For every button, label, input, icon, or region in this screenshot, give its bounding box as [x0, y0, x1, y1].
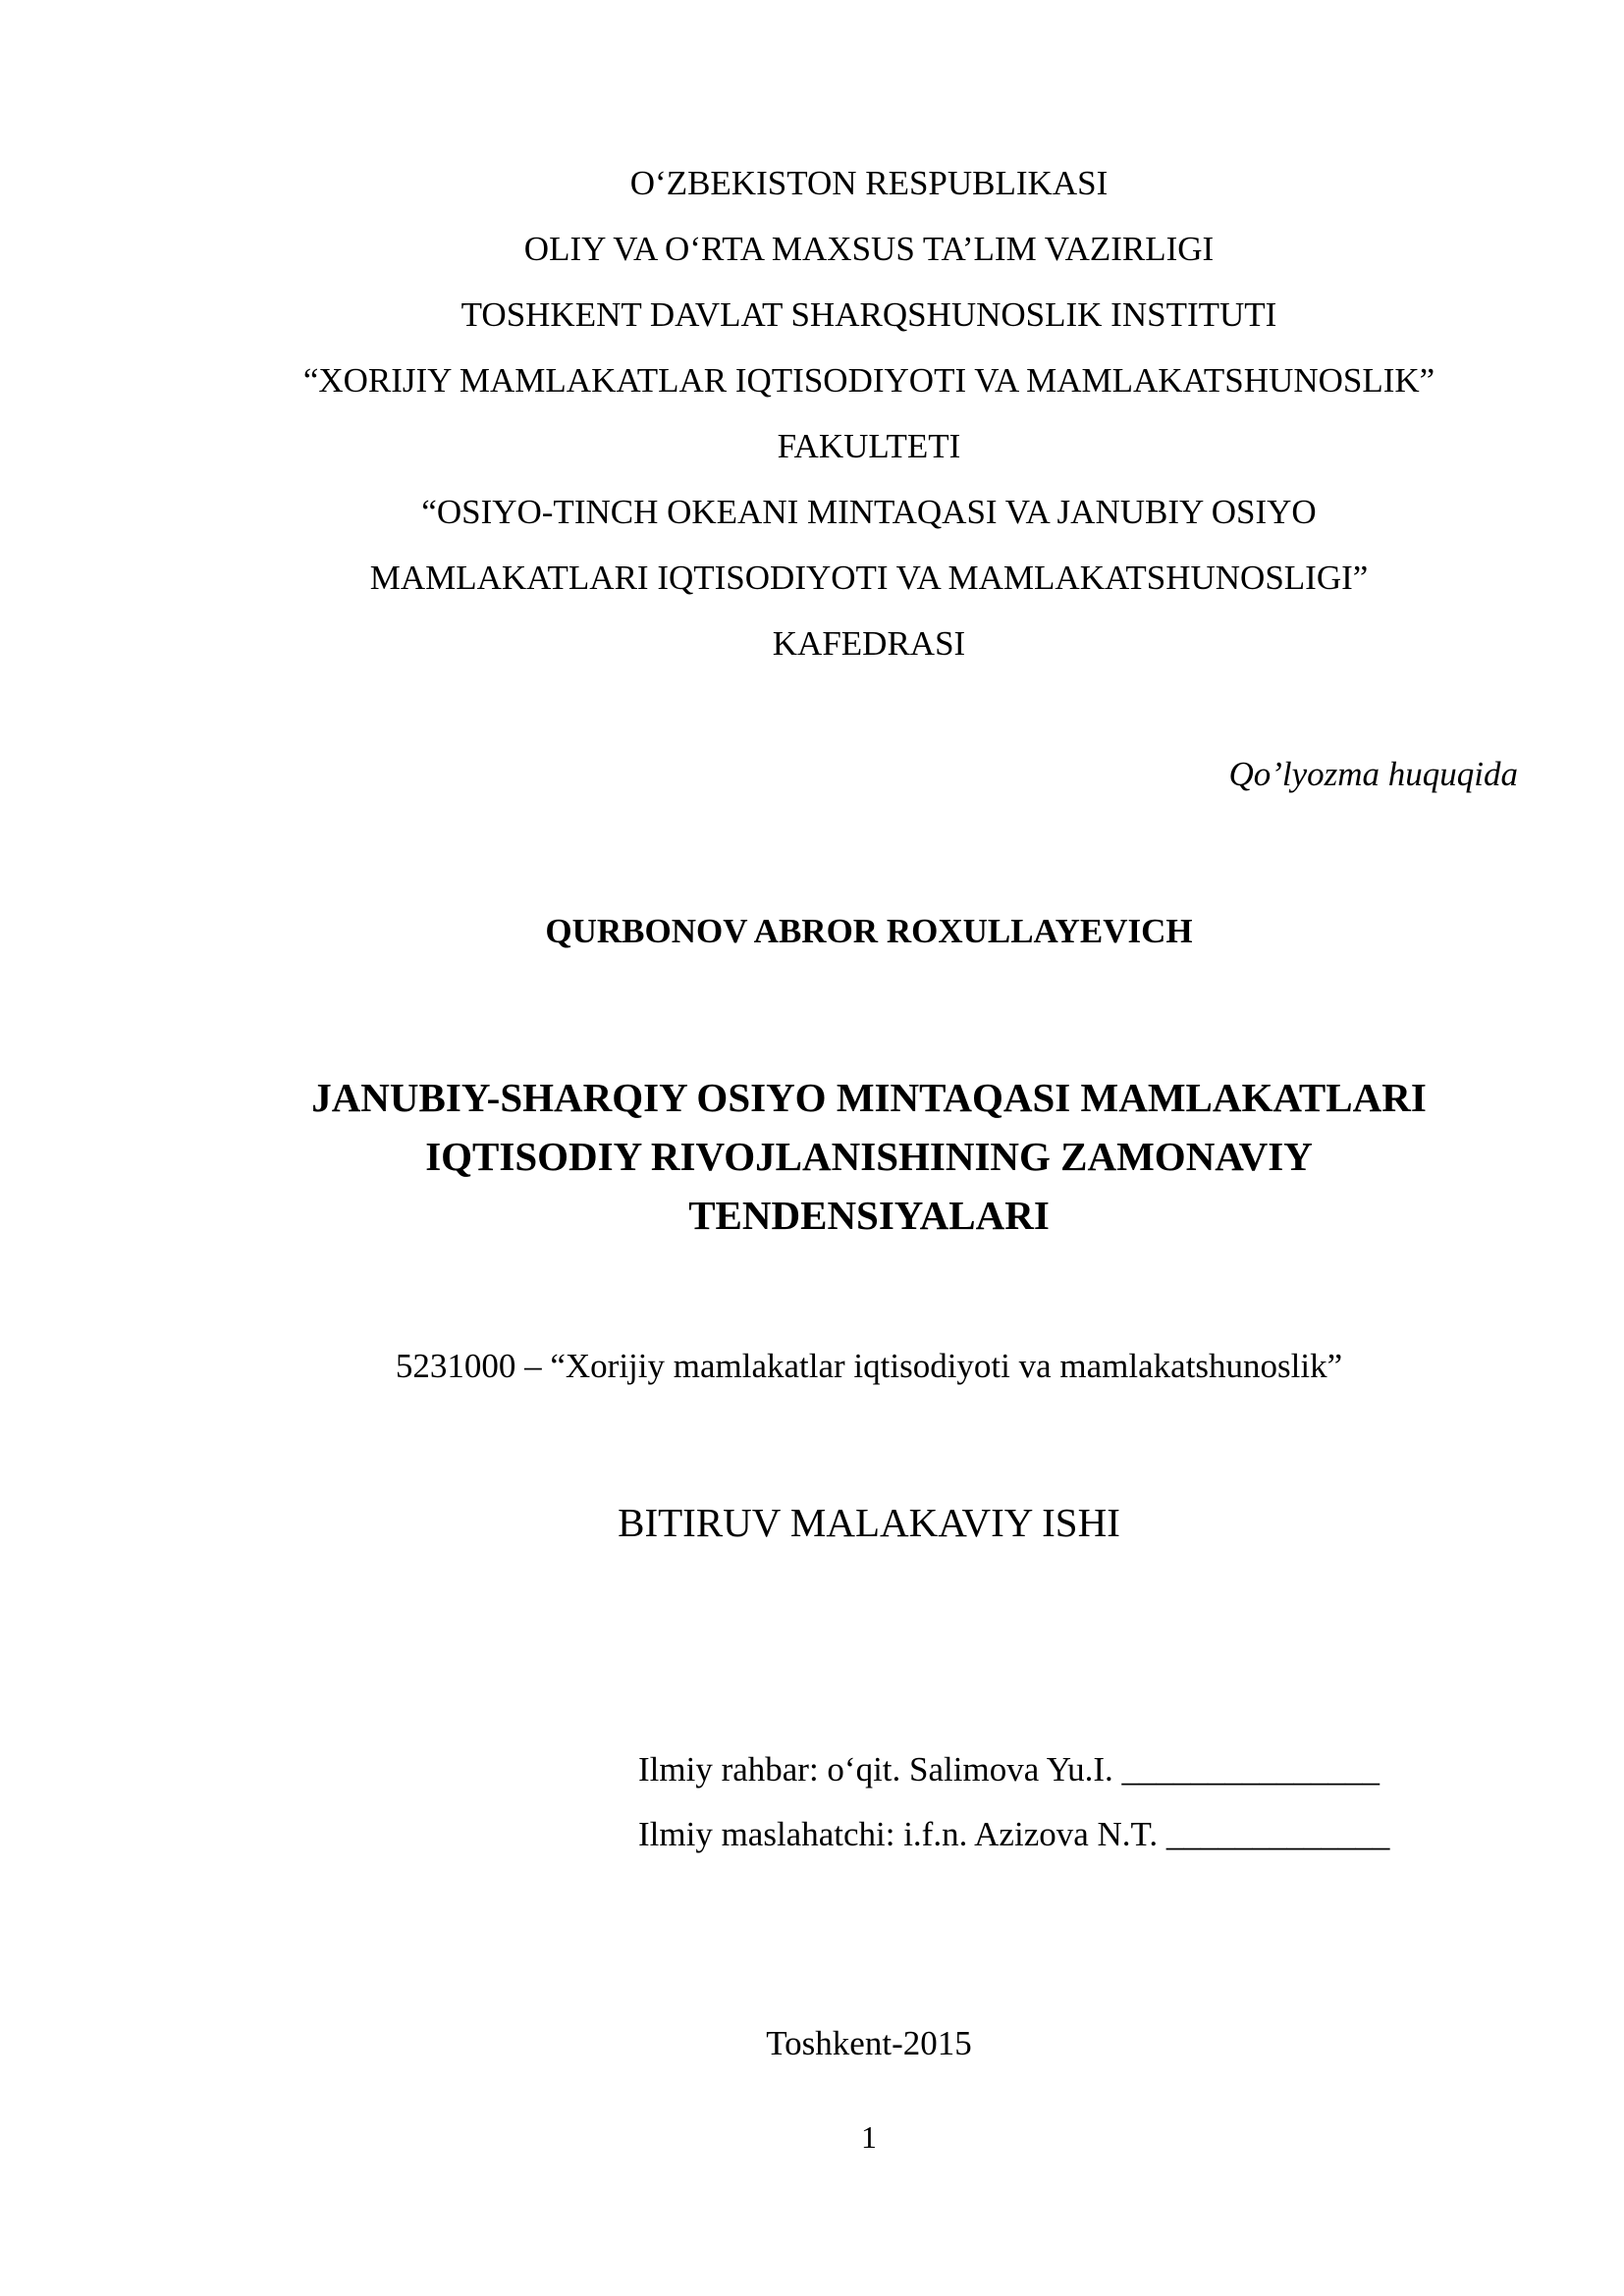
thesis-title-line-2: IQTISODIY RIVOJLANISHINING ZAMONAVIY	[425, 1134, 1313, 1179]
city-year: Toshkent-2015	[766, 2024, 972, 2062]
header-line-department: KAFEDRASI	[772, 624, 966, 663]
header-line-institute: TOSHKENT DAVLAT SHARQSHUNOSLIK INSTITUTI	[460, 295, 1277, 334]
author-name: QURBONOV ABROR ROXULLAYEVICH	[545, 912, 1193, 950]
thesis-title	[118, 1068, 1620, 1245]
specialty-code: 5231000 – “Xorijiy mamlakatlar iqtisodiyoti va mamlakatshunoslik”	[395, 1347, 1343, 1385]
manuscript-note: Qo’lyozma huquqida	[1228, 755, 1518, 793]
header-line-department-name-1: “OSIYO-TINCH OKEANI MINTAQASI VA JANUBIY OSIYO	[421, 493, 1317, 531]
scientific-advisor: Ilmiy rahbar: o‘qit. Salimova Yu.I. _______________	[638, 1750, 1380, 1789]
scientific-consultant: Ilmiy maslahatchi: i.f.n. Azizova N.T. _____________	[638, 1815, 1390, 1853]
supervisors-block	[638, 1737, 1389, 1867]
header-line-ministry: OLIY VA O‘RTA MAXSUS TA’LIM VAZIRLIGI	[523, 230, 1215, 268]
header-line-department-name-2: MAMLAKATLARI IQTISODIYOTI VA MAMLAKATSHUNOSLIGI”	[369, 559, 1369, 597]
page-number: 1	[861, 2119, 877, 2155]
thesis-title-line-3: TENDENSIYALARI	[688, 1193, 1050, 1238]
header-line-faculty-name: “XORIJIY MAMLAKATLAR IQTISODIYOTI VA MAMLAKATSHUNOSLIK”	[302, 361, 1435, 400]
header-line-country: O‘ZBEKISTON RESPUBLIKASI	[629, 164, 1109, 202]
thesis-title-line-1: JANUBIY-SHARQIY OSIYO MINTAQASI MAMLAKATLARI	[311, 1075, 1427, 1120]
institution-header	[118, 150, 1620, 676]
work-type: BITIRUV MALAKAVIY ISHI	[618, 1500, 1120, 1545]
header-line-faculty: FAKULTETI	[777, 427, 961, 465]
